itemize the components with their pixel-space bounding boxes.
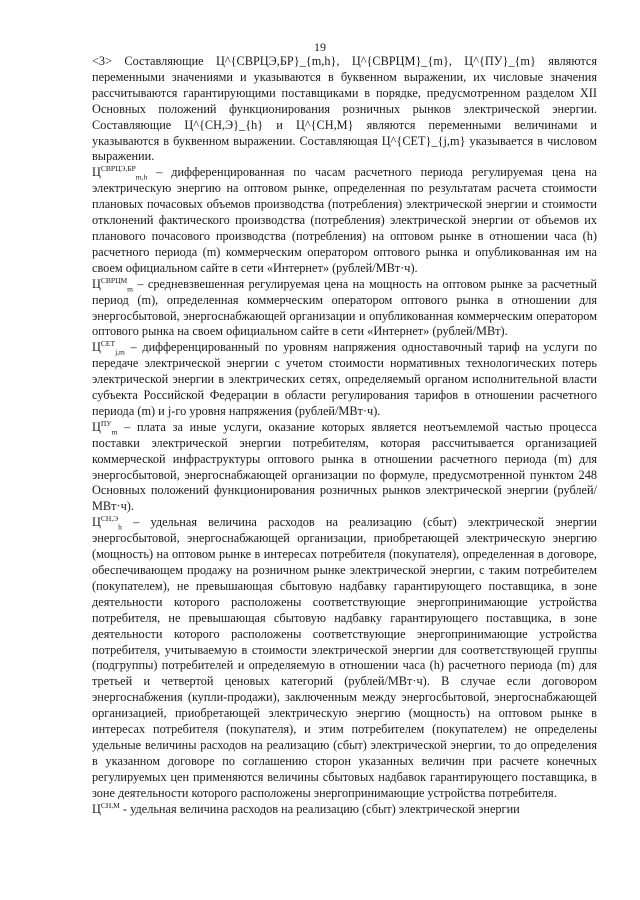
paragraph-text: – средневзвешенная регулируемая цена на мощность на оптовом рынке за расчетный период (m), определенная коммерческим оператором оптового рынка в отношении для энергосбытовой, энергоснабжающей организации и опубликованная коммерческим оператором оптового рынка на своем официальном сайте в сети «Интернет» (рублей/МВт).	[92, 276, 597, 339]
formula-symbol: $Ц^{СВРЦЭ,БР}_{m,h}$	[92, 164, 148, 182]
paragraph-text: – удельная величина расходов на реализацию (сбыт) электрической энергии энергосбытовой, энергоснабжающей организации, приобретающей электрическую энергию (мощность) на оптовом рынке в интересах потребителя (покупателя), определенная в договоре, обеспечивающем продажу на розничном рынке электрической энергии, с таким потребителем (покупателем), не превышающая сбытовую надбавку гарантирующего поставщика, в зоне деятельности которого расположены соответствующие энергопринимающие устройства потребителя, не превышающая сбытовую надбавку гарантирующего поставщика, в зоне деятельности которого расположены соответствующие энергопринимающие устройства потребителя, учитываемую в стоимости электрической энергии для соответствующей группы (подгруппы) потребителей и определяемую в отношении часа (h) расчетного периода (m) для третьей и четвертой ценовых категорий (рублей/МВт·ч). В случае если договором энергоснабжения (купли-продажи), заключенным между энергосбытовой, энергоснабжающей организацией, приобретающей электрическую энергию (мощность) на оптовом рынке в интересах потребителя (покупателя), и этим потребителем (покупателем) не определены удельные величины расходов на реализацию (сбыт) электрической энергии, то до определения в указанном договоре по соглашению сторон указанных величин при расчете конечных регулируемых цен применяются величины сбытовых надбавок гарантирующего поставщика, в зоне деятельности которого расположены энергопринимающие устройства потребителя.	[92, 515, 597, 800]
paragraph-text: – плата за иные услуги, оказание которых является неотъемлемой частью процесса поставки электрической энергии потребителям, которая рассчитывается организацией коммерческой инфраструктуры оптового рынка в отношении расчетного периода (m) для энергосбытовой, энергоснабжающей организации по формуле, предусмотренной пунктом 248 Основных положений функционирования розничных рынков электрической энергии (рублей/МВт·ч).	[92, 419, 597, 514]
paragraph	[92, 802, 597, 818]
document-text	[92, 54, 597, 818]
formula-symbol: $Ц^{СЕТ}_{j,m}$	[92, 339, 125, 357]
paragraph-text: – дифференцированная по часам расчетного периода регулируемая цена на электрическую энергию на оптовом рынке, определенная по результатам расчета стоимости плановых почасовых объемов производства (потребления) электрической энергии и стоимости отклонений фактического производства (потребления) электрической энергии от объемов их планового почасового производства (потребления) на оптовом рынке в отношении часа (h) расчетного периода (m) коммерческим оператором оптового рынка и опубликованная им на своем официальном сайте в сети «Интернет» (рублей/МВт·ч).	[92, 165, 597, 275]
paragraph-text: - удельная величина расходов на реализацию (сбыт) электрической энергии	[119, 801, 520, 816]
paragraph	[92, 54, 597, 165]
formula-symbol: $Ц^{СВРЦМ}_m$	[92, 275, 133, 294]
paragraph-text: – дифференцированный по уровням напряжения одноставочный тариф на услуги по передаче электрической энергии с учетом стоимости нормативных технологических потерь электрической энергии в электрических сетях, определяемый органом исполнительной власти субъекта Российской Федерации в области регулирования тарифов в отношении расчетного периода (m) и j-го уровня напряжения (рублей/МВт·ч).	[92, 340, 597, 418]
formula-symbol: $Ц^{СН,М}$	[92, 800, 120, 816]
formula-symbol: $Ц^{СН,Э}_h$	[92, 514, 122, 532]
paragraph	[92, 420, 597, 515]
paragraph	[92, 515, 597, 801]
paragraph	[92, 277, 597, 341]
paragraph-text: <3> Составляющие Ц^{СВРЦЭ,БР}_{m,h}, Ц^{СВРЦМ}_{m}, Ц^{ПУ}_{m} являются переменными значениями и указываются в буквенном выражении, их числовые значения рассчитываются гарантирующими поставщиками в порядке, предусмотренном разделом XII Основных положений функционирования розничных рынков электрической энергии. Составляющие Ц^{СН,Э}_{h} и Ц^{СН,М} являются переменными величинами и указываются в буквенном выражении. Составляющая Ц^{СЕТ}_{j,m} указывается в числовом выражении.	[92, 54, 597, 164]
paragraph	[92, 165, 597, 276]
page-number: 19	[314, 40, 326, 54]
paragraph	[92, 340, 597, 420]
formula-symbol: $Ц^{ПУ}_m$	[92, 418, 118, 437]
